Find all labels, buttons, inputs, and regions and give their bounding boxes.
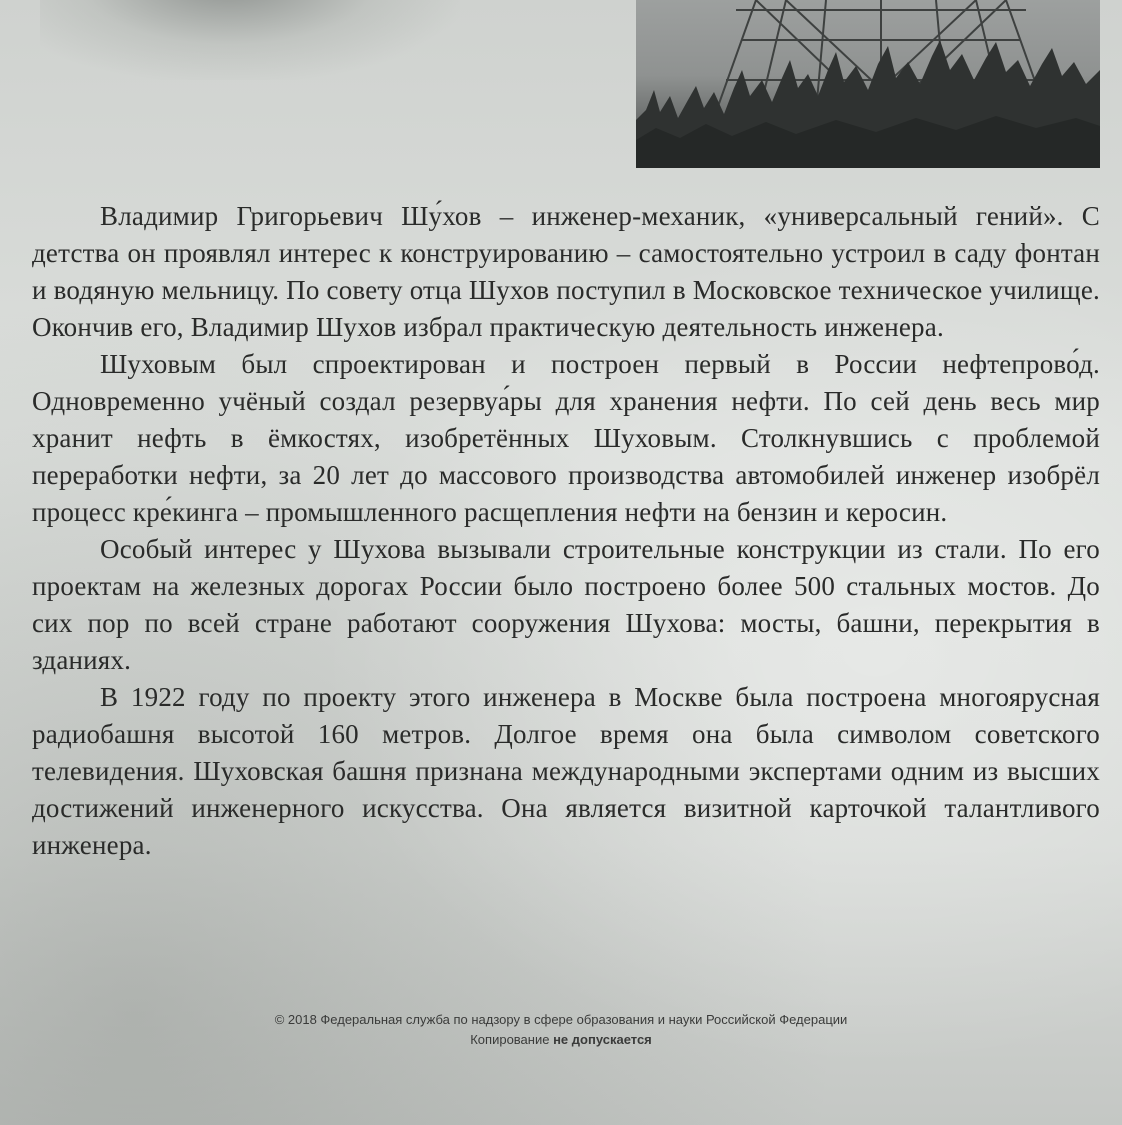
paragraph-steel: Особый интерес у Шухова вызывали строительные конструкции из стали. По его проектам на железных дорогах России было построено более 500 стальных мостов. До сих пор по всей стране работают сооружения Шухова: мосты, башни, перекрытия в зданиях.	[32, 534, 1100, 675]
paragraph-intro: Владимир Григорьевич Шу́хов – инженер-механик, «универсальный гений». С детства он проявлял интерес к конструированию – самостоятельно устроил в саду фонтан и водяную мельницу. По совету отца Шухов поступил в Московское техническое училище. Окончив его, Владимир Шухов избрал практическую деятельность инженера.	[32, 201, 1100, 342]
copyright-line: © 2018 Федеральная служба по надзору в сфере образования и науки Российской Федерации	[274, 1012, 848, 1027]
portrait-image-fragment	[40, 0, 460, 80]
page-footer	[0, 1010, 1122, 1050]
article-body	[32, 198, 1100, 864]
tower-photo	[636, 0, 1100, 168]
copy-notice-prefix: Копирование	[470, 1032, 554, 1047]
copy-notice-bold: не допускается	[553, 1032, 652, 1047]
tower-illustration	[636, 0, 1100, 168]
paragraph-oil: Шуховым был спроектирован и построен первый в России нефтепрово́д. Одновременно учёный создал резервуа́ры для хранения нефти. По сей день весь мир хранит нефть в ёмкостях, изобретённых Шуховым. Столкнувшись с проблемой переработки нефти, за 20 лет до массового производства автомобилей инженер изобрёл процесс кре́кинга – промышленного расщепления нефти на бензин и керосин.	[32, 349, 1100, 527]
copy-notice	[0, 1030, 1122, 1050]
paragraph-radio-tower: В 1922 году по проекту этого инженера в Москве была построена многоярусная радиобашня высотой 160 метров. Долгое время она была символом советского телевидения. Шуховская башня признана международными экспертами одним из высших достижений инженерного искусства. Она является визитной карточкой талантливого инженера.	[32, 682, 1100, 860]
